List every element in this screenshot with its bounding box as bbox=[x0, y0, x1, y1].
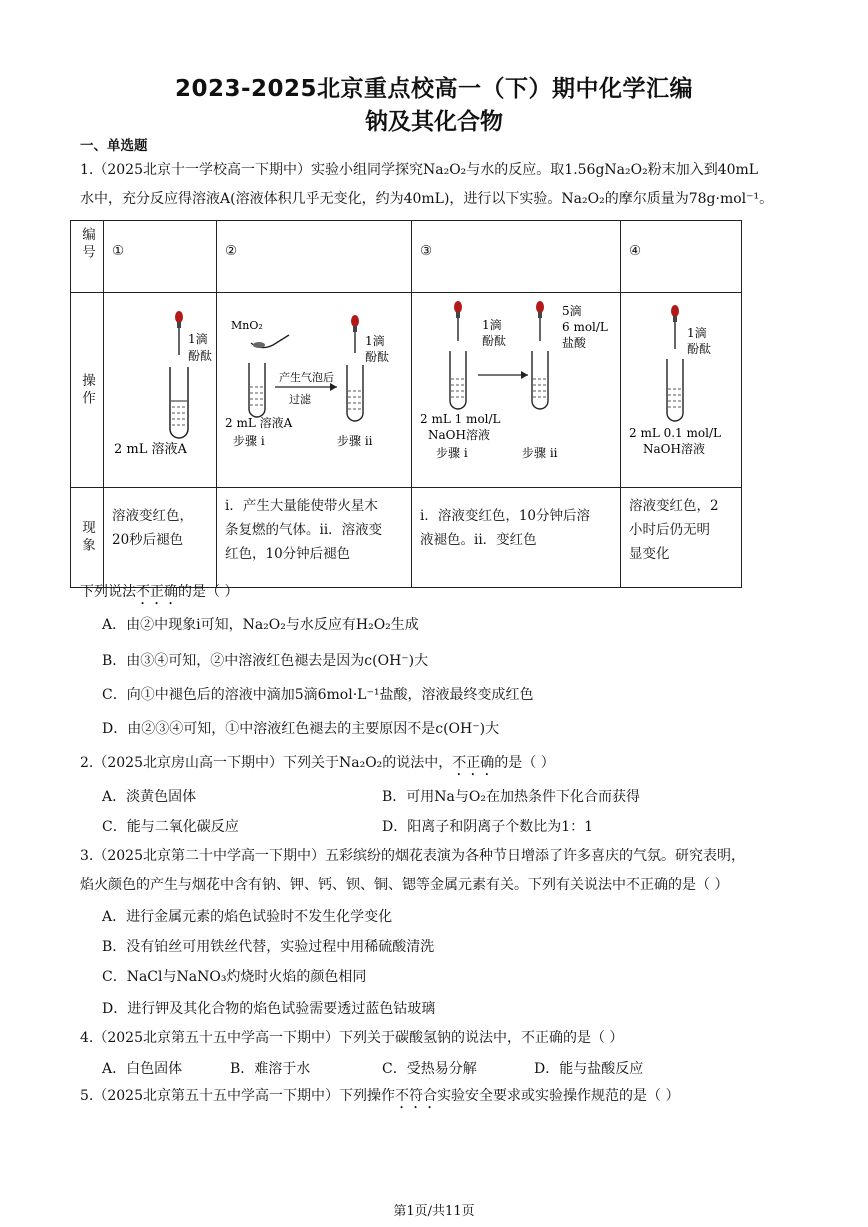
svg-text:1滴: 1滴 bbox=[687, 326, 707, 340]
svg-text:步骤 i: 步骤 i bbox=[233, 434, 265, 448]
q4-option-c: C．受热易分解 bbox=[382, 1061, 477, 1077]
svg-text:酚酞: 酚酞 bbox=[188, 349, 213, 363]
svg-text:NaOH溶液: NaOH溶液 bbox=[643, 442, 705, 456]
q3-option-c: C．NaCl与NaNO₃灼烧时火焰的颜色相同 bbox=[102, 969, 367, 985]
doc-title: 2023-2025北京重点校高一（下）期中化学汇编 bbox=[174, 76, 694, 102]
q3-option-d: D．进行钾及其化合物的焰色试验需要透过蓝色钴玻璃 bbox=[102, 1001, 436, 1017]
q5-stem: 5.（2025北京第五十五中学高一下期中）下列操作不符合实验安全要求或实验操作规范的是（ ） bbox=[80, 1088, 680, 1104]
q4-option-d: D．能与盐酸反应 bbox=[534, 1061, 644, 1077]
svg-text:2 mL 溶液A: 2 mL 溶液A bbox=[114, 442, 187, 457]
doc-subtitle: 钠及其化合物 bbox=[365, 109, 503, 135]
svg-text:酚酞: 酚酞 bbox=[687, 342, 712, 356]
svg-text:6 mol/L: 6 mol/L bbox=[562, 320, 608, 334]
svg-text:2 mL 1 mol/L: 2 mL 1 mol/L bbox=[420, 412, 501, 426]
col-header-1: ① bbox=[104, 221, 217, 293]
svg-text:酚酞: 酚酞 bbox=[365, 350, 390, 364]
q1-option-c: C．向①中褪色后的溶液中滴加5滴6mol·L⁻¹盐酸，溶液最终变成红色 bbox=[102, 687, 534, 703]
svg-text:MnO₂: MnO₂ bbox=[231, 319, 263, 332]
q2-option-d: D．阳离子和阴离子个数比为1：1 bbox=[382, 819, 594, 835]
svg-text:NaOH溶液: NaOH溶液 bbox=[428, 428, 490, 442]
q3-stem-line2: 焰火颜色的产生与烟花中含有钠、钾、钙、钡、铜、锶等金属元素有关。下列有关说法中不正确的是（ ） bbox=[80, 877, 729, 893]
q4-option-a: A．白色固体 bbox=[102, 1061, 183, 1077]
q2-option-a: A．淡黄色固体 bbox=[102, 789, 197, 805]
q1-option-d: D．由②③④可知，①中溶液红色褪去的主要原因不是c(OH⁻)大 bbox=[102, 721, 500, 737]
q3-option-b: B．没有铂丝可用铁丝代替，实验过程中用稀硫酸清洗 bbox=[102, 939, 435, 955]
q3-stem-line1: 3.（2025北京第二十中学高一下期中）五彩缤纷的烟花表演为各种节日增添了许多喜庆的气氛。研究表明， bbox=[80, 848, 745, 864]
row-label-number: 编号 bbox=[71, 221, 104, 293]
q4-stem: 4.（2025北京第五十五中学高一下期中）下列关于碳酸氢钠的说法中，不正确的是（ ） bbox=[80, 1030, 624, 1046]
col-header-4: ④ bbox=[621, 221, 742, 293]
svg-text:步骤 ii: 步骤 ii bbox=[522, 446, 558, 460]
q3-option-a: A．进行金属元素的焰色试验时不发生化学变化 bbox=[102, 909, 393, 925]
svg-text:产生气泡后: 产生气泡后 bbox=[279, 371, 334, 384]
svg-text:步骤 ii: 步骤 ii bbox=[337, 434, 373, 448]
phen-cell-4: 溶液变红色，2 小时后仍无明 显变化 bbox=[621, 488, 742, 588]
col-header-3: ③ bbox=[412, 221, 621, 293]
op-cell-1 bbox=[104, 293, 217, 488]
op-cell-4 bbox=[621, 293, 742, 488]
phen-cell-3: i．溶液变红色，10分钟后溶 液褪色。ii．变红色 bbox=[412, 488, 621, 588]
apparatus-1 bbox=[104, 293, 216, 479]
svg-text:1滴: 1滴 bbox=[188, 332, 208, 346]
q1-option-b: B．由③④可知，②中溶液红色褪去是因为c(OH⁻)大 bbox=[102, 653, 429, 669]
apparatus-4 bbox=[621, 293, 741, 479]
phen-cell-1: 溶液变红色， 20秒后褪色 bbox=[104, 488, 217, 588]
op-cell-2 bbox=[217, 293, 412, 488]
svg-text:步骤 i: 步骤 i bbox=[436, 446, 468, 460]
svg-text:1滴: 1滴 bbox=[482, 318, 502, 332]
section-heading: 一、单选题 bbox=[80, 138, 148, 154]
svg-text:过滤: 过滤 bbox=[289, 393, 311, 406]
col-header-2: ② bbox=[217, 221, 412, 293]
op-cell-3 bbox=[412, 293, 621, 488]
phen-cell-2: i．产生大量能使带火星木 条复燃的气体。ii．溶液变 红色，10分钟后褪色 bbox=[217, 488, 412, 588]
row-label-operation: 操作 bbox=[71, 293, 104, 488]
svg-text:2 mL 0.1 mol/L: 2 mL 0.1 mol/L bbox=[629, 426, 721, 440]
svg-text:2 mL 溶液A: 2 mL 溶液A bbox=[225, 416, 293, 430]
apparatus-3 bbox=[412, 293, 620, 479]
q1-stem-line2: 水中，充分反应得溶液A(溶液体积几乎无变化，约为40mL)，进行以下实验。Na₂O₂的摩尔质量为78g·mol⁻¹。 bbox=[80, 191, 774, 207]
q1-question: 下列说法不正确的是（ ） bbox=[80, 584, 239, 600]
svg-text:1滴: 1滴 bbox=[365, 334, 385, 348]
q2-option-c: C．能与二氧化碳反应 bbox=[102, 819, 239, 835]
q4-option-b: B．难溶于水 bbox=[230, 1061, 311, 1077]
apparatus-2 bbox=[217, 293, 411, 479]
row-label-phenomenon: 现象 bbox=[71, 488, 104, 588]
q1-stem-line1: 1.（2025北京十一学校高一下期中）实验小组同学探究Na₂O₂与水的反应。取1.56gNa₂O₂粉末加入到40mL bbox=[80, 162, 759, 178]
q1-option-a: A．由②中现象i可知，Na₂O₂与水反应有H₂O₂生成 bbox=[102, 617, 419, 633]
page-footer: 第1页/共11页 bbox=[393, 1204, 475, 1219]
experiment-table bbox=[70, 220, 742, 588]
svg-text:盐酸: 盐酸 bbox=[562, 336, 587, 350]
q2-option-b: B．可用Na与O₂在加热条件下化合而获得 bbox=[382, 789, 640, 805]
svg-text:5滴: 5滴 bbox=[562, 304, 582, 318]
q2-stem: 2.（2025北京房山高一下期中）下列关于Na₂O₂的说法中，不正确的是（ ） bbox=[80, 755, 555, 771]
svg-text:酚酞: 酚酞 bbox=[482, 334, 507, 348]
